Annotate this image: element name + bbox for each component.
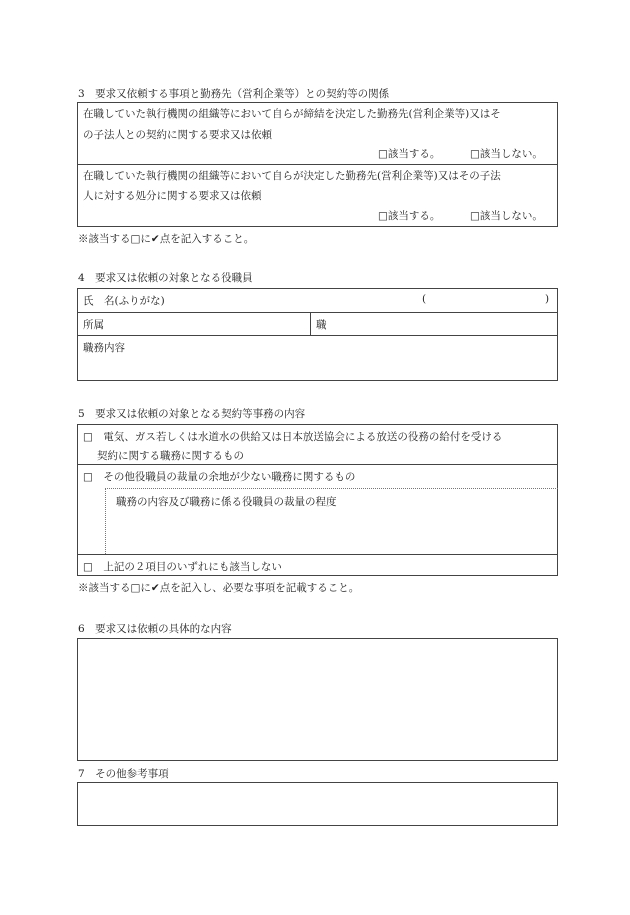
section3-row1-line1: 在職していた執行機関の組織等において自らが締結を決定した勤務先(営利企業等)又はそ [83,108,501,120]
section3-row1-yes-checkbox[interactable]: □該当する。 [378,148,441,160]
section5-heading: 5 要求又は依頼の対象となる契約等事務の内容 [78,408,306,420]
duties-label: 職務内容 [83,342,125,354]
section4-heading: 4 要求又は依頼の対象となる役職員 [78,272,253,284]
section3-row2-line2: 人に対する処分に関する要求又は依頼 [83,190,262,202]
section5-divider-2 [77,554,558,555]
section7-heading: 7 その他参考事項 [78,768,169,780]
section4-vdivider [310,312,311,335]
furigana-paren-close: ) [545,293,550,305]
section5-item1-line2: 契約に関する職務に関するもの [97,450,244,462]
section3-row2-yes-checkbox[interactable]: □該当する。 [378,210,441,222]
section6-heading: 6 要求又は依頼の具体的な内容 [78,623,232,635]
section7-content-box[interactable] [77,782,558,826]
section3-row1-no-checkbox[interactable]: □該当しない。 [470,148,543,160]
section5-note: ※該当する□に✔点を記入し、必要な事項を記載すること。 [78,582,360,594]
section5-item2-detail: 職務の内容及び職務に係る役職員の裁量の程度 [116,496,337,508]
furigana-paren-open: ( [422,293,427,305]
position-label: 職 [316,319,327,331]
section4-divider-1 [77,312,558,313]
name-label: 氏 名(ふりがな) [83,295,165,307]
section5-dotted-hline [105,488,558,489]
section5-divider-1 [77,464,558,465]
affiliation-label: 所属 [83,319,104,331]
section3-note: ※該当する□に✔点を記入すること。 [78,233,255,245]
section5-item3[interactable]: □ 上記の２項目のいずれにも該当しない [83,561,282,573]
section3-row1-line2: の子法人との契約に関する要求又は依頼 [83,129,272,141]
section5-dotted-vline [105,488,106,554]
section6-content-box[interactable] [77,638,558,761]
section3-heading: 3 要求又依頼する事項と勤務先（営利企業等）との契約等の関係 [78,88,390,100]
section5-item2[interactable]: □ その他役職員の裁量の余地が少ない職務に関するもの [83,471,356,483]
section4-divider-2 [77,335,558,336]
section3-divider [77,164,558,165]
section3-row2-no-checkbox[interactable]: □該当しない。 [470,210,543,222]
section3-row2-line1: 在職していた執行機関の組織等において自らが決定した勤務先(営利企業等)又はその子法 [83,170,501,182]
section5-item1-line1[interactable]: □ 電気、ガス若しくは水道水の供給又は日本放送協会による放送の役務の給付を受ける [83,431,503,443]
